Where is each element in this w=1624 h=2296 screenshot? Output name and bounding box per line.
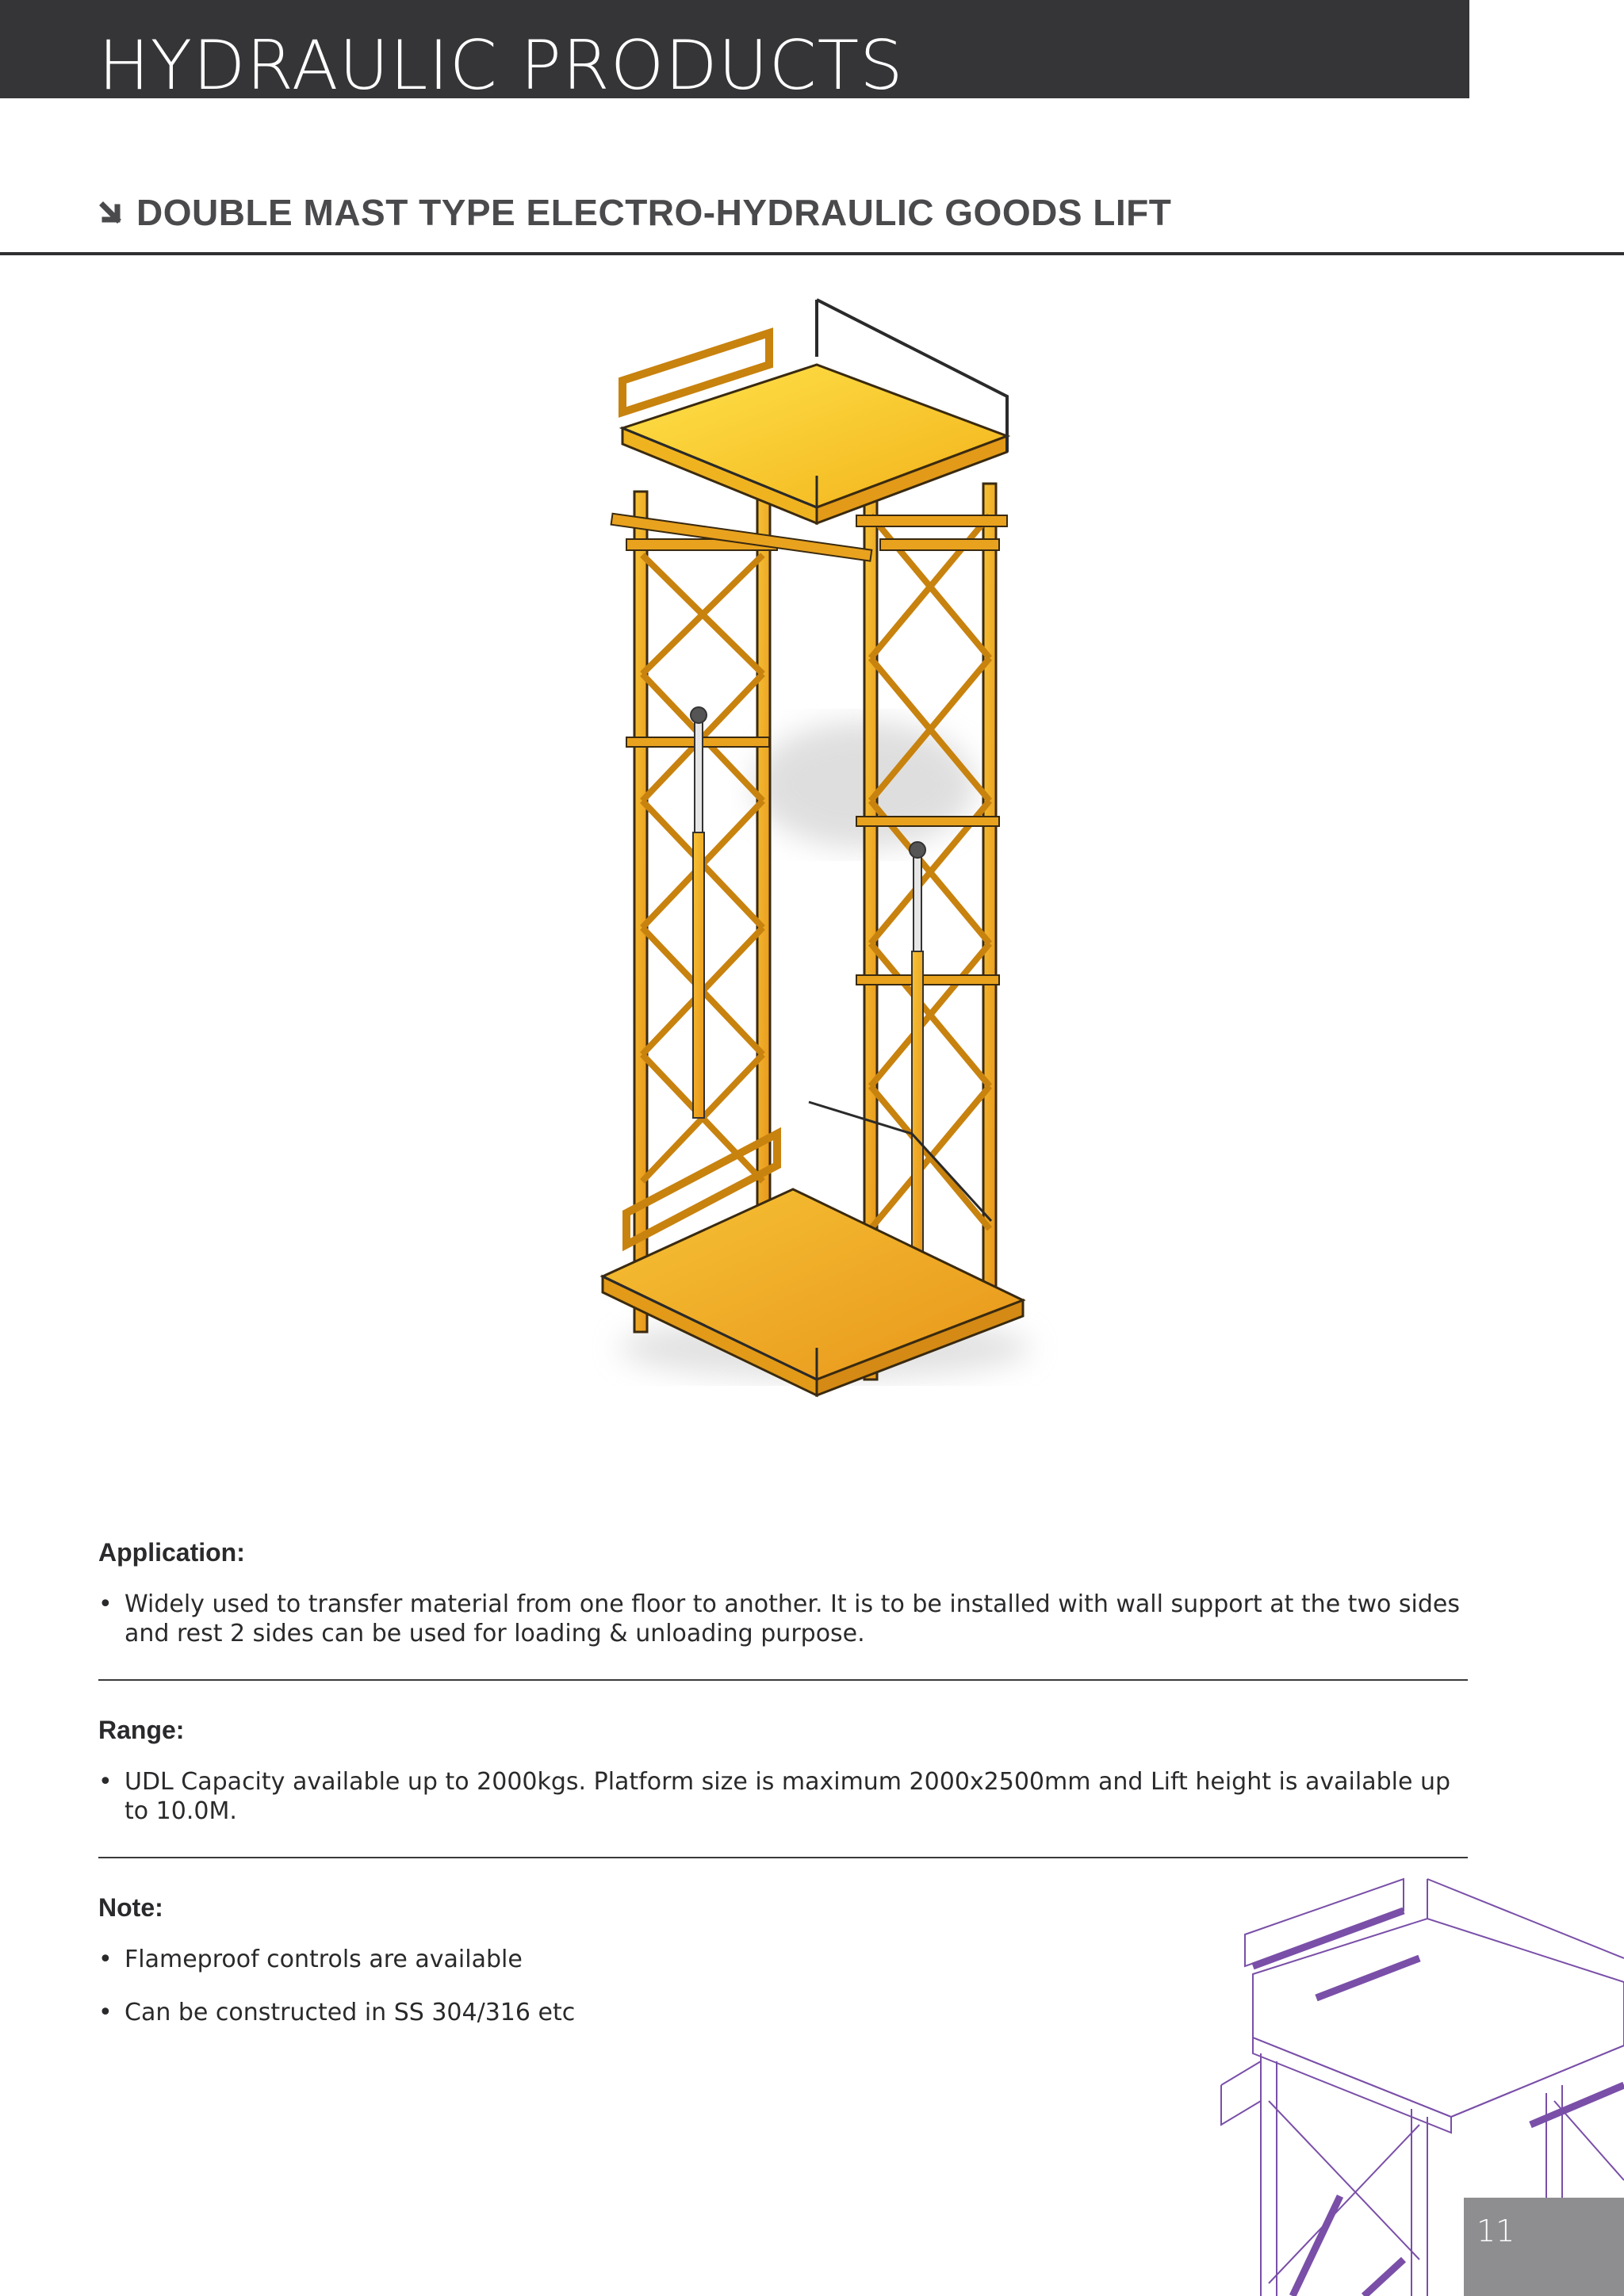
note-item: • Can be constructed in SS 304/316 etc <box>98 1998 1129 2027</box>
title-divider <box>0 252 1624 255</box>
range-heading: Range: <box>98 1716 185 1744</box>
range-item: • UDL Capacity available up to 2000kgs. Platform size is maximum 2000x2500mm and Lift height is available up to 10.0M. <box>98 1767 1468 1826</box>
header-title: HYDRAULIC PRODUCTS <box>98 26 904 98</box>
note-heading: Note: <box>98 1893 163 1922</box>
page-number: 11 <box>1477 2214 1515 2248</box>
note-section <box>98 1893 1129 2027</box>
application-section <box>98 1538 1468 1648</box>
range-section <box>98 1716 1468 1826</box>
page-number-tab <box>1464 2198 1624 2296</box>
arrow-down-right-icon <box>98 199 125 226</box>
section-heading <box>98 189 1171 236</box>
header-bar <box>0 0 1469 98</box>
goods-lift-illustration <box>579 293 1071 1443</box>
divider <box>98 1857 1468 1858</box>
divider <box>98 1679 1468 1681</box>
application-item: • Widely used to transfer material from one floor to another. It is to be installed with wall support at the two sides and rest 2 sides can be used for loading & unloading purpose. <box>98 1590 1468 1648</box>
application-heading: Application: <box>98 1538 245 1567</box>
section-title: DOUBLE MAST TYPE ELECTRO-HYDRAULIC GOODS LIFT <box>136 192 1172 233</box>
note-item: • Flameproof controls are available <box>98 1945 1129 1974</box>
